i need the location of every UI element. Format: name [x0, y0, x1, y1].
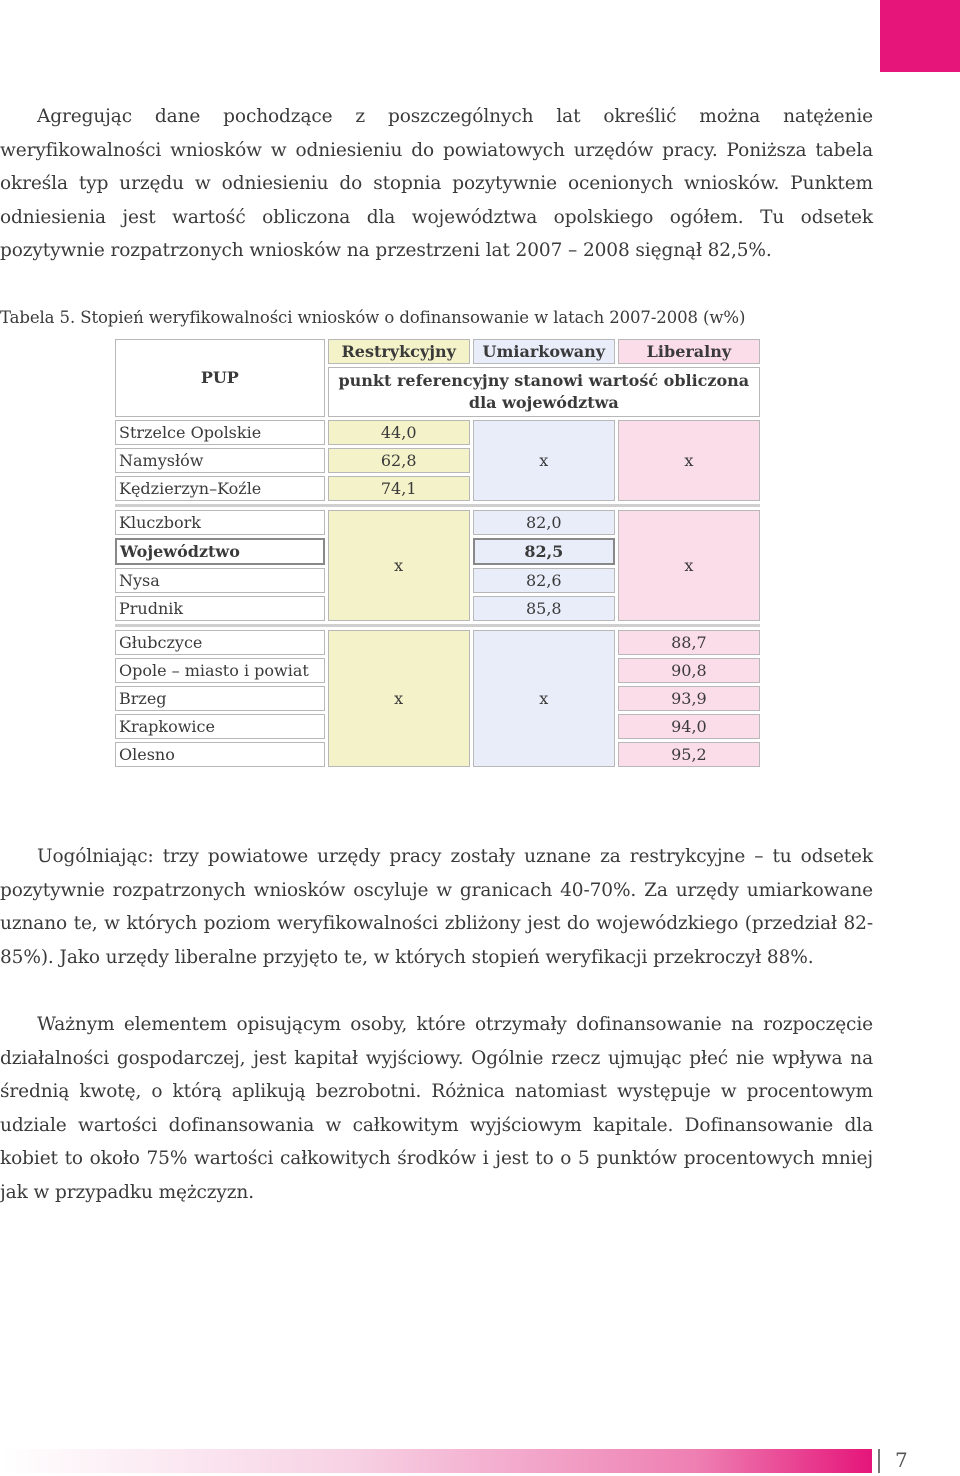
intro-paragraph: Agregując dane pochodzące z poszczególnych lat określić można natężenie weryfikowalności wniosków w odniesieniu do powiatowych urzędów pracy. Poniższa tabela określa typ urzędu w odniesieniu do stopnia pozytywnie ocenionych wniosków. Punktem odniesienia jest wartość obliczona dla województwa opolskiego ogółem. Tu odsetek pozytywnie rozpatrzonych wniosków na przestrzeni lat 2007 – 2008 sięgnął 82,5%.	[0, 106, 873, 261]
col-header-umiarkowany: Umiarkowany	[473, 339, 615, 364]
row-value: 85,8	[473, 596, 615, 621]
row-value-wojewodztwo: 82,5	[473, 538, 615, 565]
row-value: 62,8	[328, 448, 470, 473]
corner-accent-tab	[880, 0, 960, 72]
row-name: Nysa	[115, 568, 325, 593]
row-name-wojewodztwo: Województwo	[115, 538, 325, 565]
row-value: 82,0	[473, 510, 615, 535]
x-mark: x	[328, 510, 470, 621]
x-mark: x	[618, 510, 760, 621]
row-value: 90,8	[618, 658, 760, 683]
page-number: 7	[895, 1448, 908, 1472]
table-row	[115, 420, 760, 445]
row-name: Kędzierzyn–Koźle	[115, 476, 325, 501]
x-mark: x	[473, 630, 615, 767]
row-name: Krapkowice	[115, 714, 325, 739]
capital-paragraph: Ważnym elementem opisującym osoby, które otrzymały dofinansowanie na rozpoczęcie działalności gospodarczej, jest kapitał wyjściowy. Ogólnie rzecz ujmując płeć nie wpływa na średnią kwotę, o którą aplikują bezrobotni. Różnica natomiast występuje w procentowym udziale wartości dofinansowania w całkowitym wyjściowym kapitale. Dofinansowanie dla kobiet to około 75% wartości całkowitych środków i jest to o 5 punktów procentowych mniej jak w przypadku mężczyzn.	[0, 1014, 873, 1203]
row-name: Namysłów	[115, 448, 325, 473]
pup-header: PUP	[115, 339, 325, 417]
row-value: 95,2	[618, 742, 760, 767]
row-name: Olesno	[115, 742, 325, 767]
x-mark: x	[473, 420, 615, 501]
col-header-restrykcyjny: Restrykcyjny	[328, 339, 470, 364]
row-name: Opole – miasto i powiat	[115, 658, 325, 683]
table-row	[115, 510, 760, 535]
table-row	[115, 630, 760, 655]
row-value: 88,7	[618, 630, 760, 655]
row-value: 74,1	[328, 476, 470, 501]
row-value: 94,0	[618, 714, 760, 739]
group-divider	[115, 504, 760, 507]
row-name: Głubczyce	[115, 630, 325, 655]
x-mark: x	[328, 630, 470, 767]
footer-gradient-bar	[0, 1449, 872, 1473]
col-header-liberalny: Liberalny	[618, 339, 760, 364]
row-name: Prudnik	[115, 596, 325, 621]
group-divider	[115, 624, 760, 627]
row-value: 44,0	[328, 420, 470, 445]
x-mark: x	[618, 420, 760, 501]
footer-divider	[878, 1449, 880, 1473]
table-caption: Tabela 5. Stopień weryfikowalności wniosków o dofinansowanie w latach 2007-2008 (w%)	[0, 308, 746, 327]
reference-note: punkt referencyjny stanowi wartość obliczona dla województwa	[328, 367, 760, 417]
row-name: Brzeg	[115, 686, 325, 711]
row-name: Strzelce Opolskie	[115, 420, 325, 445]
summary-paragraph: Uogólniając: trzy powiatowe urzędy pracy zostały uznane za restrykcyjne – tu odsetek pozytywnie rozpatrzonych wniosków oscyluje w granicach 40-70%. Za urzędy umiarkowane uznano te, w których poziom weryfikowalności zbliżony jest do wojewódzkiego (przedział 82-85%). Jako urzędy liberalne przyjęto te, w których stopień weryfikacji przekroczył 88%.	[0, 846, 873, 968]
row-value: 93,9	[618, 686, 760, 711]
row-name: Kluczbork	[115, 510, 325, 535]
row-value: 82,6	[473, 568, 615, 593]
verification-table	[112, 336, 763, 770]
